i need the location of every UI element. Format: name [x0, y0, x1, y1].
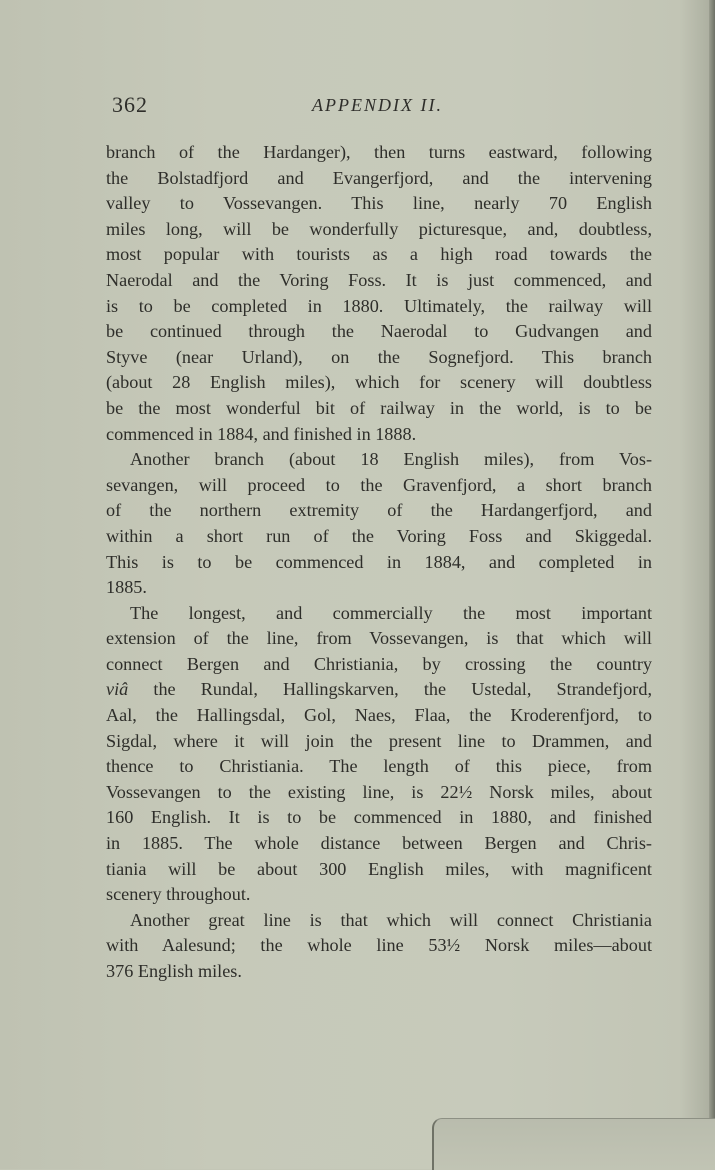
paragraph: [106, 601, 652, 908]
text-line-rest: the Rundal, Hallingskarven, the Ustedal, Strandefjord,: [153, 679, 652, 700]
text-line: be the most wonderful bit of railway in the world, is to be: [106, 397, 652, 418]
text-line: the Bolstadfjord and Evangerfjord, and the intervening: [106, 167, 652, 188]
text-line: thence to Christiania. The length of this piece, from: [106, 756, 652, 777]
text-line: Styve (near Urland), on the Sognefjord. This branch: [106, 346, 652, 367]
text-line: commenced in 1884, and finished in 1888.: [106, 423, 417, 444]
page-corner-fold: [432, 1118, 715, 1170]
text-line: 1885.: [106, 577, 147, 598]
text-line: branch of the Hardanger), then turns eastward, following: [106, 142, 652, 162]
text-line: Sigdal, where it will join the present line to Drammen, and: [106, 730, 652, 751]
text-line: scenery throughout.: [106, 884, 251, 905]
text-line: valley to Vossevangen. This line, nearly 70 English: [106, 193, 652, 214]
text-line: extension of the line, from Vossevangen, is that which will: [106, 628, 652, 649]
text-line: be continued through the Naerodal to Gudvangen and: [106, 321, 652, 342]
text-line: This is to be commenced in 1884, and completed in: [106, 551, 652, 572]
paragraph: [106, 140, 652, 447]
text-line: connect Bergen and Christiania, by crossing the country: [106, 653, 652, 674]
text-line: Aal, the Hallingsdal, Gol, Naes, Flaa, the Kroderenfjord, to: [106, 705, 652, 726]
text-line: Another great line is that which will connect Christiania: [130, 909, 652, 930]
text-line: is to be completed in 1880. Ultimately, the railway will: [106, 295, 652, 316]
text-line: [106, 677, 652, 703]
text-line: most popular with tourists as a high road towards the: [106, 244, 652, 265]
italic-via: viâ: [106, 679, 129, 700]
text-line: with Aalesund; the whole line 53½ Norsk miles—about: [106, 935, 652, 956]
text-line: miles long, will be wonderfully picturesque, and, doubtless,: [106, 218, 652, 239]
text-line: in 1885. The whole distance between Bergen and Chris-: [106, 833, 652, 854]
text-line: within a short run of the Voring Foss and Skiggedal.: [106, 525, 652, 546]
text-line: Another branch (about 18 English miles), from Vos-: [130, 449, 652, 470]
paragraph: [106, 908, 652, 985]
text-line: sevangen, will proceed to the Gravenfjord, a short branch: [106, 474, 652, 495]
text-line: tiania will be about 300 English miles, with magnificent: [106, 858, 652, 879]
text-line: (about 28 English miles), which for scenery will doubtless: [106, 372, 652, 393]
paragraph: [106, 447, 652, 601]
page-header: [112, 92, 652, 120]
text-line: Naerodal and the Voring Foss. It is just commenced, and: [106, 269, 652, 290]
text-line: The longest, and commercially the most important: [130, 602, 652, 623]
text-line: 160 English. It is to be commenced in 1880, and finished: [106, 807, 652, 828]
body-text: [106, 140, 652, 985]
running-head: APPENDIX II.: [312, 95, 443, 115]
text-line: 376 English miles.: [106, 961, 242, 981]
text-line: Vossevangen to the existing line, is 22½ Norsk miles, about: [106, 781, 652, 802]
page-edge-shadow: [709, 0, 715, 1169]
text-line: of the northern extremity of the Hardangerfjord, and: [106, 500, 652, 521]
page-number: 362: [112, 92, 148, 117]
